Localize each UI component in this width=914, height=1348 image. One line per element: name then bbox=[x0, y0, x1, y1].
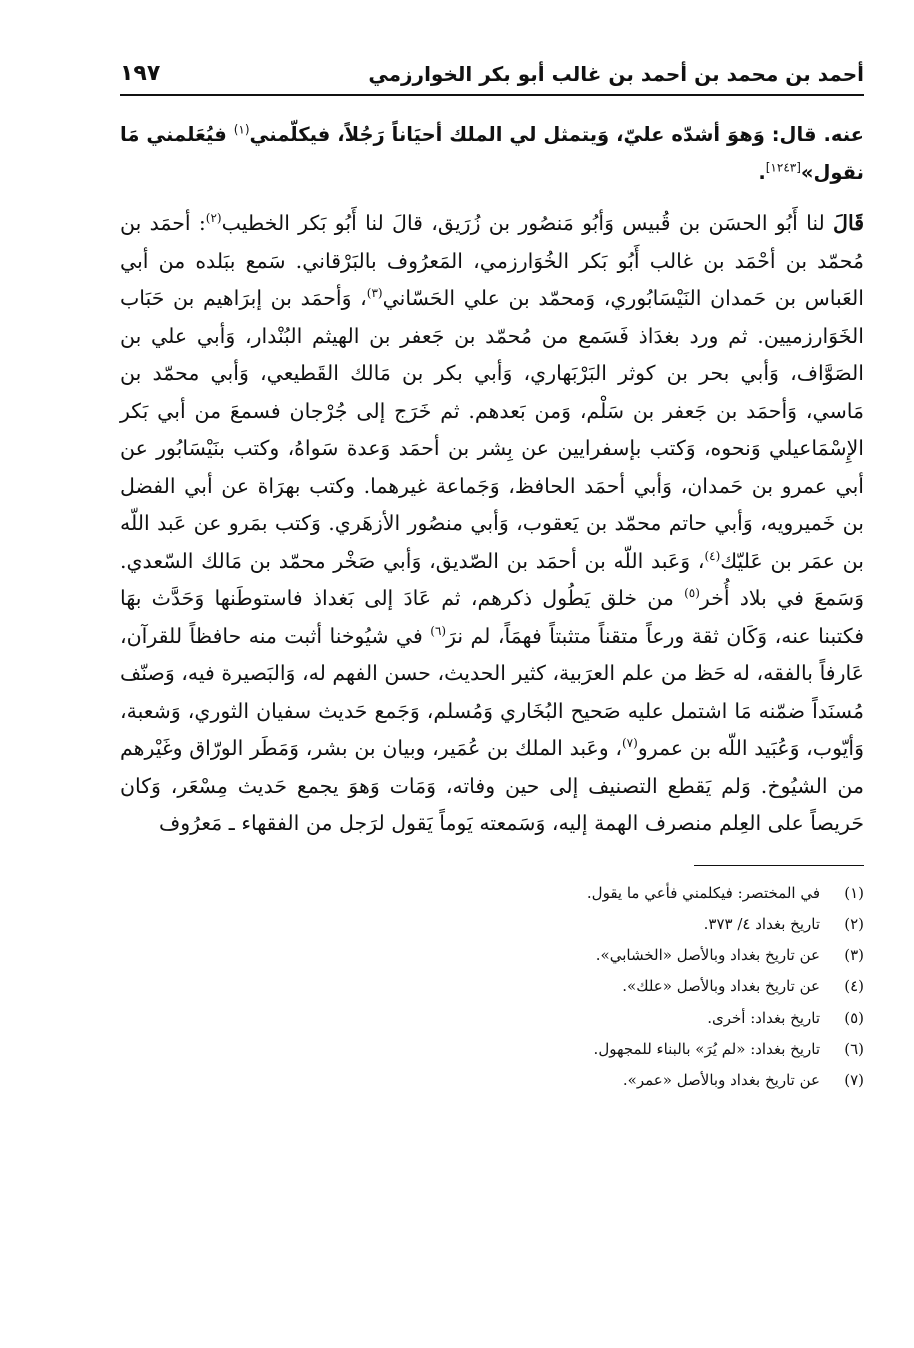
record-reference: [١٢٤٣] bbox=[765, 160, 801, 174]
footnote-text: عن تاريخ بغداد وبالأصل «عمر». bbox=[622, 1071, 820, 1090]
footnote-number: (٧) bbox=[844, 1071, 864, 1090]
footnote-divider bbox=[694, 865, 864, 866]
book-page bbox=[120, 60, 864, 1097]
footnote-text: تاريخ بغداد ٤/ ٣٧٣. bbox=[703, 914, 820, 933]
footnote-marker-2: (٢) bbox=[205, 211, 222, 226]
footnote bbox=[120, 940, 864, 971]
paragraph-lead: قَالَ bbox=[833, 211, 864, 235]
footnote-number: (٣) bbox=[844, 946, 864, 965]
main-text-4: ، وَعَبد اللّه بن أحمَد بن الصّديق، وَأبي صَخْر محمّد بن مَالك السّعدي. وَسَمعَ في بلاد أُخر bbox=[120, 548, 864, 610]
footnote-marker-5: (٥) bbox=[684, 586, 700, 601]
footnote-marker-6: (٦) bbox=[430, 623, 447, 638]
page-number: ١٩٧ bbox=[120, 61, 161, 86]
main-paragraph bbox=[120, 205, 864, 843]
footnote-number: (٤) bbox=[844, 977, 864, 996]
footnote-text: في المختصر: فيكلمني فأعي ما يقول. bbox=[586, 883, 820, 902]
footnote-text: عن تاريخ بغداد وبالأصل «الخشابي». bbox=[595, 946, 820, 965]
footnote-marker-7: (٧) bbox=[621, 736, 638, 751]
footnote-number: (٢) bbox=[844, 914, 864, 933]
quote-end: . bbox=[758, 160, 766, 184]
footnote-number: (٦) bbox=[844, 1039, 864, 1058]
footnote bbox=[120, 971, 864, 1002]
body-text bbox=[120, 116, 864, 843]
footnote-text: تاريخ بغداد: «لم يُرَ» بالبناء للمجهول. bbox=[593, 1039, 820, 1058]
main-text-3: ، وَأحمَد بن إبرَاهيم بن حَبَاب الخَوَارزميين. ثم ورد بغدَاذ فَسَمع من مُحمّد بن جَعفر بن الهيثم البُنْدار، وَأبي علي بن الصَوَّاف، وَأبي بحر بن كوثر البَرْبَهاري، وَأبي بكر بن مَالك القَطيعي، وَأبي محمّد بن مَاسي، وَأحمَد بن جَعفر بن سَلْم، وَمن بَعدهم. ثم خَرَج إلى جُرْجان فسمعَ من أبي بَكر الإِسْمَاعيلي وَنحوه، وَكتب بإسفرايين عن بِشر بن أحمَد وَعدة سَواهُ، وكتب بنَيْسَابُور عن أبي عمرو بن حَمدان، وَأبي أحمَد الحافظ، وَجَماعة غيرهما. وكتب بهرَاة عن أبي الفضل بن خَميرويه، وَأبي حاتم محمّد بن يَعقوب، وَأبي منصُور الأزهَري. وَكتب بمَرو عن عَبد اللّه بن عمَر بن عَليّك bbox=[120, 286, 864, 573]
footnote bbox=[120, 1003, 864, 1034]
quote-text: عنه. قال: وَهوَ أشدّه عليّ، وَيتمثل لي الملك أحيَاناً رَجُلاً، فيكلّمني bbox=[249, 123, 864, 146]
main-text-7: ، وعَبد الملك بن عُمَير، وبيان بن بشر، وَمَطَر الورّاق وغَيْرهم من الشيُوخ. وَلم يَقطع التصنيف إلى حين وفاته، وَمَات وَهوَ يجمع حَديث مِسْعَر، وَكان حَريصاً على العِلم منصرف الهمة إليه، وَسَمعته يَوماً يَقول لرَجل من الفقهاء ـ مَعرُوف bbox=[120, 736, 864, 835]
main-text-1: لنا أَبُو الحسَن بن قُبيس وَأبُو مَنصُور بن زُرَيق، قالَ لنا أَبُو بَكر الخطيب bbox=[221, 211, 834, 235]
footnote-number: (٥) bbox=[844, 1008, 864, 1027]
quote-text-continued: فيُعَلمني مَا نقول» bbox=[120, 123, 864, 184]
footnote bbox=[120, 909, 864, 940]
running-title: أحمد بن محمد بن أحمد بن غالب أبو بكر الخوارزمي bbox=[368, 62, 864, 86]
main-text-2: : أحمَد بن مُحمّد بن أحْمَد بن غالب أَبُو بَكر الخُوَارزمي، المَعرُوف بالبَرْقاني. سَمع ببَلده من أبي العَباس بن حَمدان النَيْسَابُوري، وَمحمّد بن علي الحَسّاني bbox=[120, 211, 864, 310]
footnote-number: (١) bbox=[844, 883, 864, 902]
footnote-text: تاريخ بغداد: أخرى. bbox=[707, 1008, 820, 1027]
footnote-marker-3: (٣) bbox=[366, 286, 383, 301]
footnotes-list bbox=[120, 878, 864, 1097]
footnote bbox=[120, 1065, 864, 1096]
main-text-6: في شيُوخنا أثبت منه حافظاً للقرآن، عَارفاً بالفقه، له حَظ من علم العرَبية، كثير الحديث، حسن الفهم له، وَالبَصيرة فيه، وَصنّف مُسنَداً ضمّنه مَا اشتمل عليه صَحيح البُخَاري وَمُسلم، وَجَمع حَديث سفيان الثوري، وَشعبة، وَأيّوب، وَعُبَيد اللّه بن عمرو bbox=[120, 623, 864, 760]
footnote bbox=[120, 878, 864, 909]
footnote bbox=[120, 1034, 864, 1065]
footnote-marker-1: (١) bbox=[233, 122, 250, 137]
footnote-marker-4: (٤) bbox=[704, 548, 721, 563]
running-header bbox=[120, 60, 864, 96]
quote-paragraph bbox=[120, 116, 864, 191]
main-text-5: من خلق يَطُول ذكرهم، ثم عَادَ إلى بَغداذ فاستوطَنها وَحَدَّث بهَا فكتبنا عنه، وَكَان ثقة ورعاً متقناً متثبتاً فهمَاً، لم نرَ bbox=[120, 586, 864, 648]
footnote-text: عن تاريخ بغداد وبالأصل «علك». bbox=[622, 977, 820, 996]
